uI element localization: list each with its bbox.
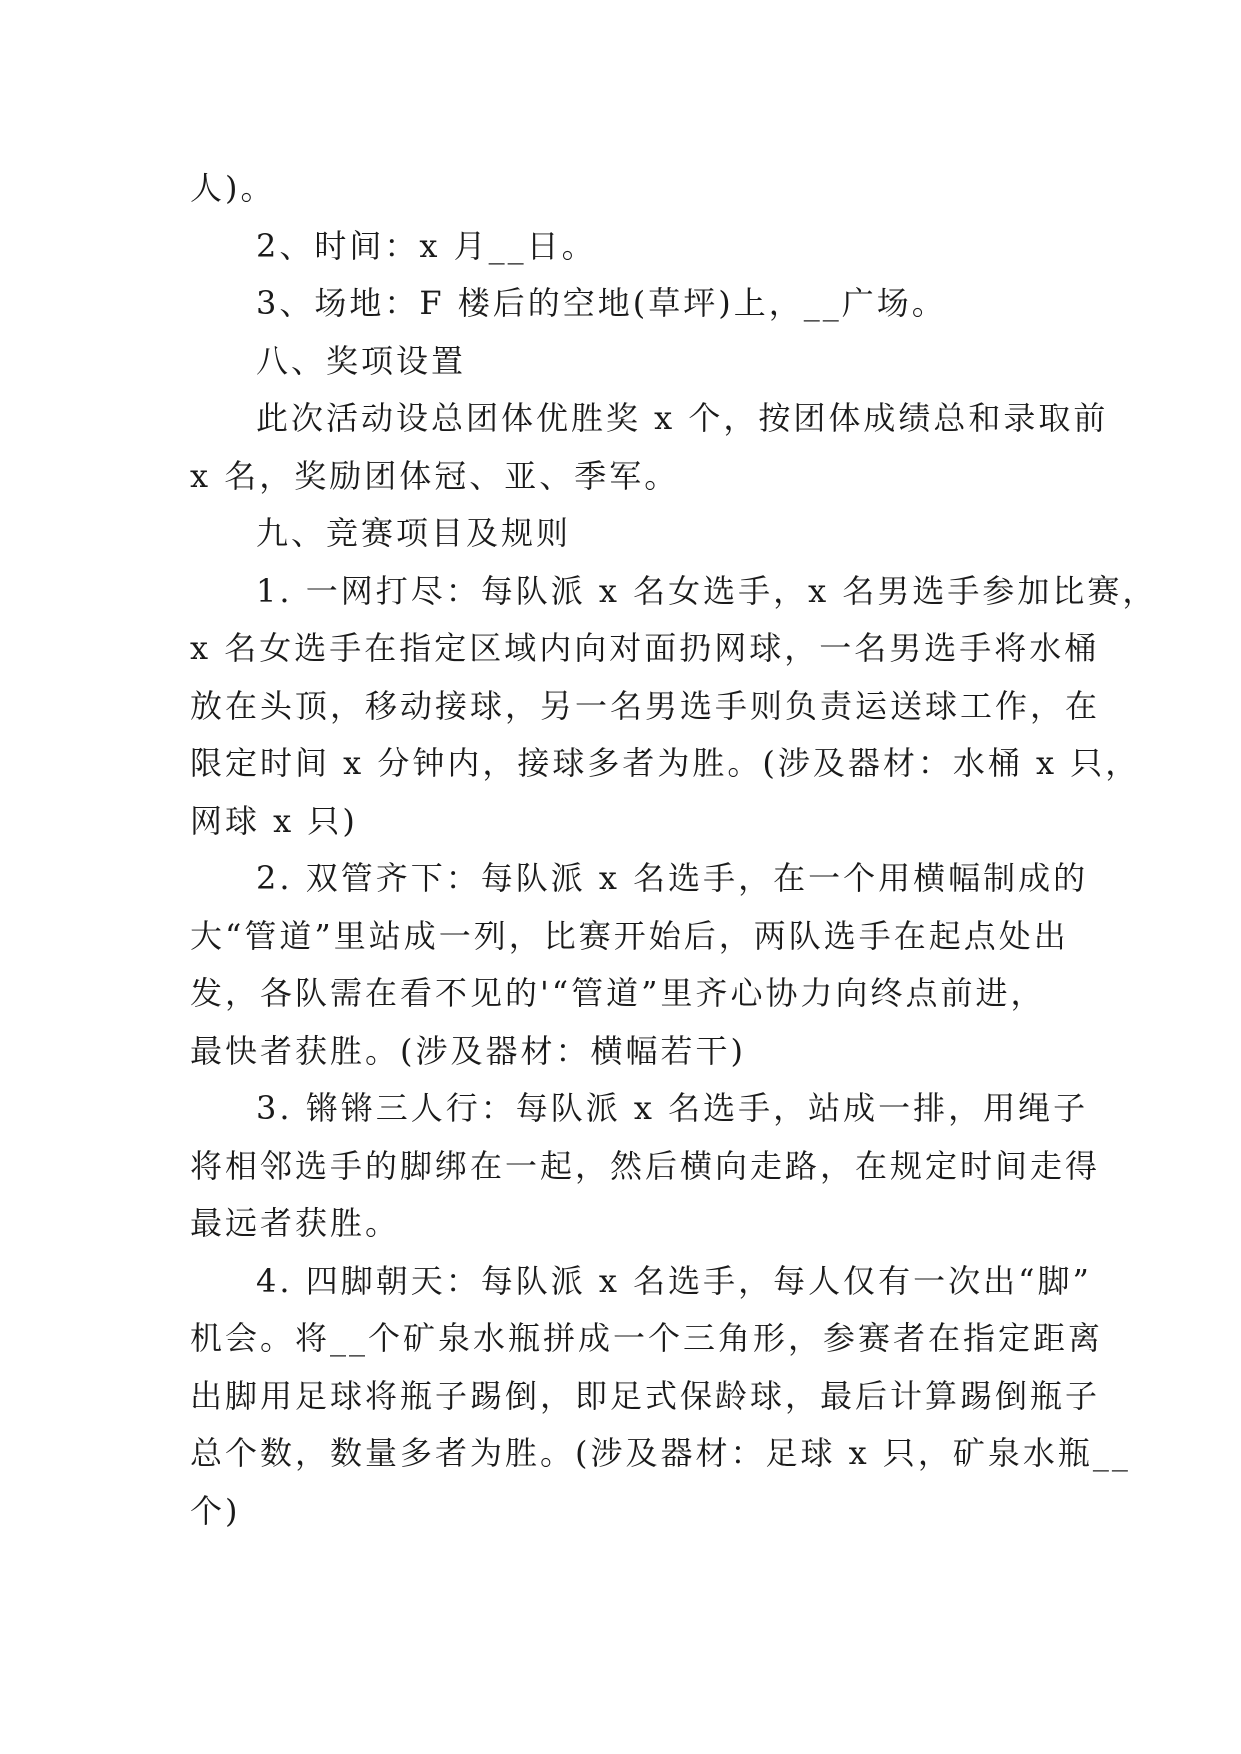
text-line: 出脚用足球将瓶子踢倒，即足式保龄球，最后计算踢倒瓶子 <box>190 1376 1101 1415</box>
text-line: 3、场地：F 楼后的空地(草坪)上，__广场。 <box>256 284 947 322</box>
text-line: 3. 锵锵三人行：每队派 x 名选手，站成一排，用绳子 <box>256 1089 1089 1127</box>
text-line: 4. 四脚朝天：每队派 x 名选手，每人仅有一次出“脚” <box>256 1261 1092 1300</box>
text-line: 人)。 <box>190 169 276 207</box>
text-line: 放在头顶，移动接球，另一名男选手则负责运送球工作，在 <box>190 686 1101 725</box>
text-line: 总个数，数量多者为胜。(涉及器材：足球 x 只，矿泉水瓶__ <box>190 1434 1131 1472</box>
text-line: 此次活动设总团体优胜奖 x 个，按团体成绩总和录取前 <box>256 399 1109 437</box>
section-heading: 九、竞赛项目及规则 <box>256 514 572 552</box>
text-line: 1. 一网打尽：每队派 x 名女选手，x 名男选手参加比赛， <box>256 571 1158 610</box>
text-line: 机会。将__个矿泉水瓶拼成一个三角形，参赛者在指定距离 <box>190 1319 1104 1357</box>
text-line: 2. 双管齐下：每队派 x 名选手，在一个用横幅制成的 <box>256 859 1089 897</box>
text-line: 限定时间 x 分钟内，接球多者为胜。(涉及器材：水桶 x 只， <box>190 744 1141 782</box>
text-line: 2、时间：x 月__日。 <box>256 226 597 265</box>
text-line: 发，各队需在看不见的'“管道”里齐心协力向终点前进， <box>190 974 1046 1012</box>
text-line: 最远者获胜。 <box>190 1204 401 1242</box>
text-line: 大“管道”里站成一列，比赛开始后，两队选手在起点处出 <box>190 916 1069 955</box>
text-line: 网球 x 只) <box>190 801 358 840</box>
section-heading: 八、奖项设置 <box>256 341 467 380</box>
document-body <box>190 160 1158 1540</box>
text-line: 将相邻选手的脚绑在一起，然后横向走路，在规定时间走得 <box>190 1146 1101 1185</box>
text-line: x 名，奖励团体冠、亚、季军。 <box>190 456 680 495</box>
text-line: 最快者获胜。(涉及器材：横幅若干) <box>190 1031 746 1070</box>
text-line: x 名女选手在指定区域内向对面扔网球，一名男选手将水桶 <box>190 629 1100 667</box>
text-line: 个) <box>190 1491 241 1530</box>
